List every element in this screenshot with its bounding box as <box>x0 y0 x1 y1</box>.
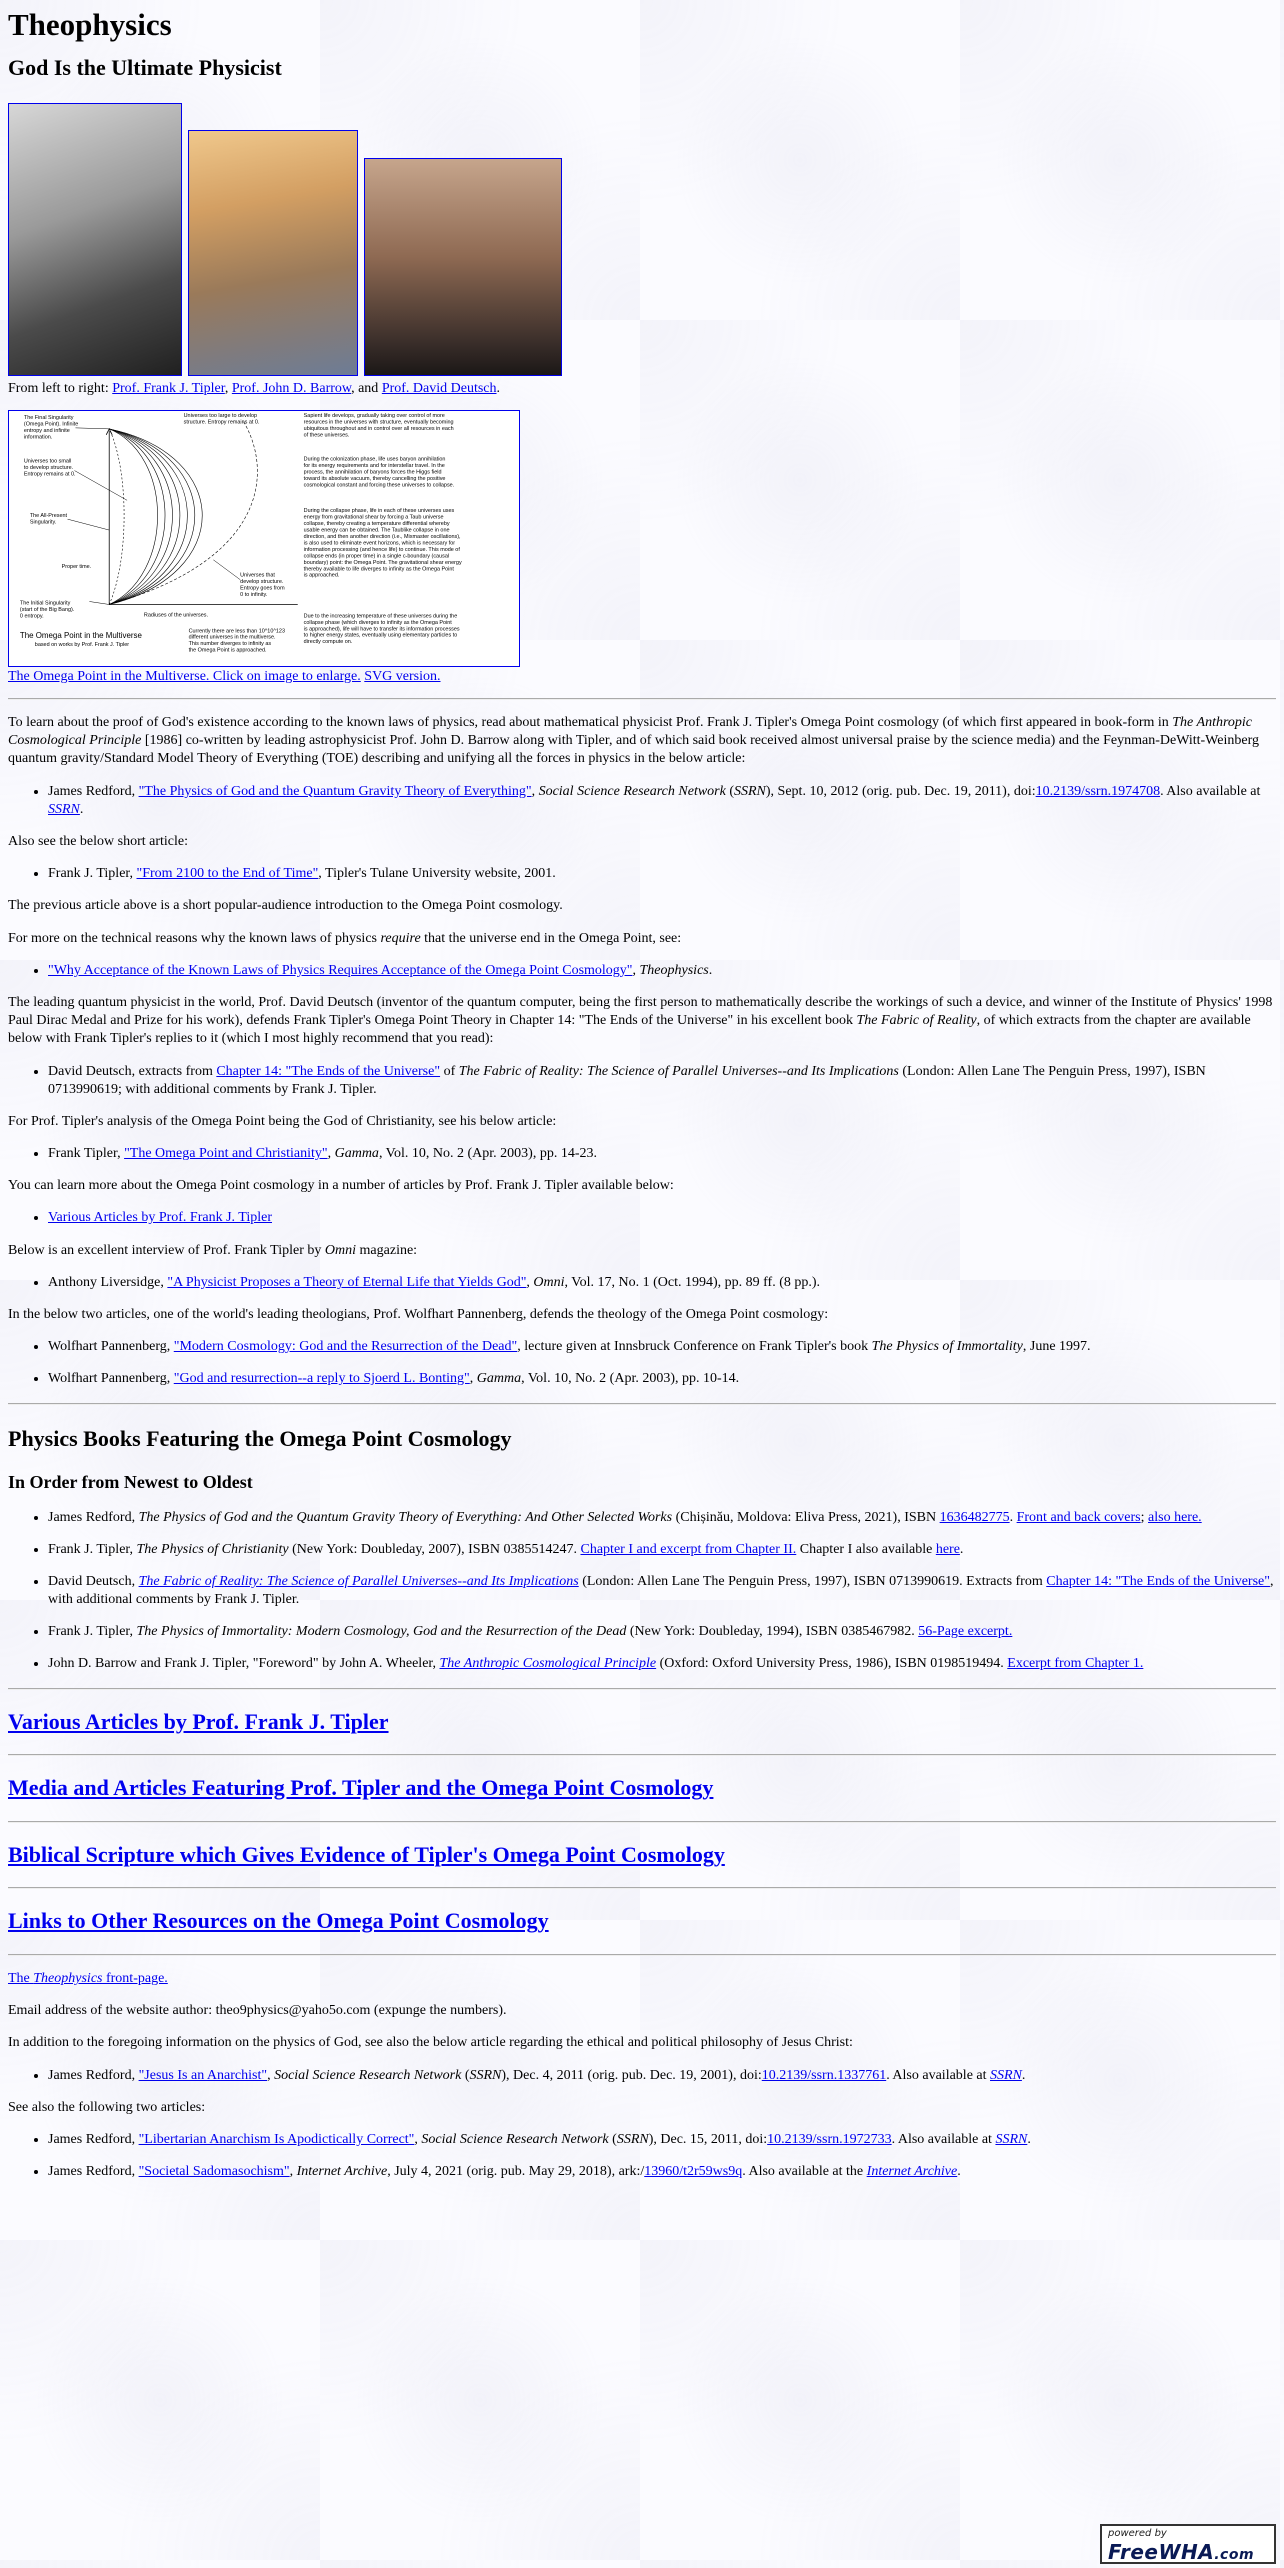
journal-abbr: SSRN <box>616 2131 649 2147</box>
book-title: The Physics of Christianity <box>136 1541 289 1557</box>
link-from-2100[interactable]: "From 2100 to the End of Time" <box>136 866 319 882</box>
divider <box>8 1403 1276 1405</box>
magazine: Omni <box>324 1242 357 1258</box>
list-item <box>48 865 1276 883</box>
section-heading-resources <box>8 1907 1276 1936</box>
text: For more on the technical reasons why the known laws of physics <box>8 930 381 946</box>
text: , <box>632 962 640 978</box>
link-omega-christianity[interactable]: "The Omega Point and Christianity" <box>124 1146 328 1162</box>
label-para-3: During the collapse phase, life in each of these universes uses energy from gravitational shear by forcing a Taub universe collapse, thereby creating a temperature differential whereby usable energy can be obtained. The Taublike collapse in one direction, and then another direction (i.e., Mixmaster oscillations), is also used to eliminate event horizons, which is necessary for information processing (and hence life) to continue. This mode of collapse ends (in proper time) in a single c-boundary (causal boundary) point: the Omega Point. The gravitational shear energy thereby available to life diverges to infinity as the Omega Point is approached. <box>303 508 462 579</box>
book-title: The Physics of Immortality <box>871 1339 1023 1355</box>
list-item <box>48 1145 1276 1163</box>
intro-paragraph <box>8 714 1276 769</box>
list-item <box>48 1338 1276 1356</box>
link-various-articles[interactable]: Various Articles by Prof. Frank J. Tipler <box>48 1210 272 1226</box>
paragraph: You can learn more about the Omega Point cosmology in a number of articles by Prof. Frank J. Tipler available below: <box>8 1178 674 1194</box>
book-item <box>48 1573 1276 1609</box>
text: , Tipler's Tulane University website, 2001. <box>318 866 556 882</box>
paragraph <box>8 1242 1276 1260</box>
emphasis: require <box>380 930 421 946</box>
reading-list <box>8 1338 1276 1388</box>
text: David Deutsch, extracts from <box>48 1063 217 1079</box>
reading-list <box>8 2067 1276 2085</box>
author: James Redford, <box>48 1509 139 1525</box>
text: . <box>959 1541 964 1557</box>
link-resources-section[interactable]: Links to Other Resources on the Omega Point Cosmology <box>8 1908 549 1934</box>
text: , <box>289 2164 297 2180</box>
author: James Redford, <box>48 783 139 799</box>
text: , lecture given at Innsbruck Conference on Frank Tipler's book <box>517 1339 872 1355</box>
freewha-logo: FreeWHA.com <box>1108 2540 1255 2564</box>
link-anthropic-principle[interactable]: The Anthropic Cosmological Principle <box>439 1656 657 1672</box>
text: ), Dec. 4, 2011 (orig. pub. Dec. 19, 2001), doi: <box>501 2067 762 2083</box>
link-ssrn[interactable]: SSRN <box>990 2067 1022 2083</box>
diagram-universe-curves <box>109 421 257 605</box>
link-svg-version[interactable]: SVG version. <box>364 668 441 684</box>
diagram-title: The Omega Point in the Multiverse <box>19 631 142 641</box>
front-page-line <box>8 1970 1276 1988</box>
journal: Gamma <box>476 1371 522 1387</box>
reading-list <box>8 1145 1276 1163</box>
omega-point-diagram[interactable] <box>8 410 520 667</box>
divider <box>8 1688 1276 1690</box>
caption-sep: , <box>224 380 232 396</box>
reading-list <box>8 1209 1276 1227</box>
label-para-4: Due to the increasing temperature of these universes during the collapse phase (which diverges to infinity as the Omega Point is approached), life will have to transfer its information processes to higher energy states, eventually using elementary particles to directly compute on. <box>303 613 460 646</box>
text: (Oxford: Oxford University Press, 1986), ISBN 0198519494. <box>656 1656 1008 1672</box>
author-email: Email address of the website author: theo9physics@yaho5o.com (expunge the numbers). <box>8 2003 507 2019</box>
books-list <box>8 1509 1276 1674</box>
paragraph: Also see the below short article: <box>8 834 189 849</box>
text: . <box>957 2164 961 2180</box>
link-doi[interactable]: 10.2139/ssrn.1972733 <box>767 2131 892 2147</box>
label-develop: Universes that develop structure. Entropy goes from 0 to infinity. <box>240 572 285 598</box>
label-too-large: Universes too large to develop structure. Entropy remains at 0. <box>183 412 260 426</box>
link-ssrn[interactable]: SSRN <box>48 801 80 817</box>
text: of <box>440 1063 459 1079</box>
link-societal-sadomasochism[interactable]: "Societal Sadomasochism" <box>138 2164 290 2180</box>
journal-abbr: SSRN <box>734 783 766 799</box>
link-isbn[interactable]: 1636482775 <box>939 1509 1010 1525</box>
author: James Redford, <box>48 2164 139 2180</box>
powered-by-badge[interactable] <box>1100 2524 1276 2564</box>
photo-frank-tipler[interactable] <box>8 103 182 376</box>
author: Frank Tipler, <box>48 1146 125 1162</box>
link-covers[interactable]: Front and back covers <box>1016 1509 1141 1525</box>
link-various-articles-section[interactable]: Various Articles by Prof. Frank J. Tipler <box>8 1708 389 1734</box>
author: James Redford, <box>48 2067 139 2083</box>
link-god-and-resurrection[interactable]: "God and resurrection--a reply to Sjoerd L. Bonting" <box>173 1371 470 1387</box>
paragraph: See also the following two articles: <box>8 2099 206 2115</box>
label-final-singularity: The Final Singularity (Omega Point). Infinite entropy and infinite information. <box>23 414 79 441</box>
text: . Also available at the <box>742 2164 867 2180</box>
section-heading-various-articles <box>8 1708 1276 1737</box>
label-initial-singularity: The Initial Singularity (start of the Big Bang). 0 entropy. <box>19 600 75 620</box>
link-libertarian-anarchism[interactable]: "Libertarian Anarchism Is Apodictically Correct" <box>138 2131 415 2147</box>
text: ), Dec. 15, 2011, doi: <box>648 2131 768 2147</box>
link-front-page[interactable]: The Theophysics front-page. <box>8 1971 168 1987</box>
text: Below is an excellent interview of Prof. Frank Tipler by <box>8 1242 325 1258</box>
photo-david-deutsch[interactable] <box>364 158 562 376</box>
text: . Also available at <box>886 2067 991 2083</box>
site-name: Theophysics <box>639 962 709 978</box>
caption-end: . <box>496 380 501 396</box>
book-title: The Fabric of Reality <box>856 1013 977 1029</box>
caption-sep: , and <box>351 380 382 396</box>
text: , Vol. 17, No. 1 (Oct. 1994), pp. 89 ff. (8 pp.). <box>564 1274 821 1290</box>
link-chapter-14[interactable]: Chapter 14: "The Ends of the Universe" <box>1046 1573 1270 1589</box>
reading-list <box>8 865 1276 883</box>
text: . Also available at <box>891 2131 996 2147</box>
magazine: Omni <box>533 1274 565 1290</box>
paragraph: In addition to the foregoing information on the physics of God, see also the below article regarding the ethical and political philosophy of Jesus Christ: <box>8 2035 853 2051</box>
author: John D. Barrow and Frank J. Tipler, "Foreword" by John A. Wheeler, <box>48 1656 440 1672</box>
photo-row <box>8 103 1276 376</box>
link-56-page-excerpt[interactable]: 56-Page excerpt. <box>918 1624 1013 1640</box>
link-chapter-14[interactable]: Chapter 14: "The Ends of the Universe" <box>216 1063 441 1079</box>
list-item <box>48 1274 1276 1292</box>
author: Wolfhart Pannenberg, <box>48 1371 174 1387</box>
book-item <box>48 1655 1276 1673</box>
book-item <box>48 1509 1276 1527</box>
author: David Deutsch, <box>48 1573 139 1589</box>
journal: Social Science Research Network <box>538 783 726 799</box>
text: . <box>1009 1509 1017 1525</box>
link-scripture-section[interactable]: Biblical Scripture which Gives Evidence of Tipler's Omega Point Cosmology <box>8 1841 725 1867</box>
divider <box>8 1821 1276 1823</box>
list-item <box>48 783 1276 819</box>
text: To learn about the proof of God's existence according to the known laws of physics, read about mathematical physicist Prof. Frank J. Tipler's Omega Point cosmology (of which first appeared in book-form in <box>8 715 1173 731</box>
link-fabric-of-reality[interactable]: The Fabric of Reality: The Science of Parallel Universes--and Its Implications <box>138 1573 579 1589</box>
link-ssrn[interactable]: SSRN <box>995 2131 1028 2147</box>
book-item <box>48 1623 1276 1641</box>
text: , Vol. 10, No. 2 (Apr. 2003), pp. 14-23. <box>378 1146 597 1162</box>
text: , July 4, 2021 (orig. pub. May 29, 2018), ark:/ <box>387 2164 645 2180</box>
paragraph <box>8 930 1276 948</box>
label-too-small: Universes too small to develop structure. Entropy remains at 0. <box>23 458 76 478</box>
photo-john-barrow[interactable] <box>188 130 358 376</box>
link-internet-archive[interactable]: Internet Archive <box>866 2164 958 2180</box>
label-radiuses: Radiuses of the universes. <box>143 612 209 619</box>
books-subheading: In Order from Newest to Oldest <box>8 1472 253 1493</box>
text: that the universe end in the Omega Point, see: <box>420 930 682 946</box>
link-why-acceptance[interactable]: "Why Acceptance of the Known Laws of Physics Requires Acceptance of the Omega Point Cosmology" <box>48 962 633 978</box>
link-jesus-anarchist[interactable]: "Jesus Is an Anarchist" <box>138 2067 268 2083</box>
text: , <box>327 1146 335 1162</box>
text: , Vol. 10, No. 2 (Apr. 2003), pp. 10-14. <box>521 1371 740 1387</box>
text: ; <box>1140 1509 1149 1525</box>
text: , <box>526 1274 534 1290</box>
text: , <box>414 2131 422 2147</box>
site-title: Theophysics <box>8 7 172 42</box>
journal: Social Science Research Network <box>274 2067 462 2083</box>
divider <box>8 1754 1276 1756</box>
text: . <box>79 801 84 817</box>
caption-prefix: From left to right: <box>8 380 113 396</box>
author: Anthony Liversidge, <box>48 1274 168 1290</box>
archive-name: Internet Archive <box>296 2164 388 2180</box>
label-proper-time: Proper time. <box>61 563 92 570</box>
text: . Also available at <box>1160 783 1261 799</box>
list-item <box>48 1209 1276 1227</box>
divider <box>8 1954 1276 1956</box>
link-frank-tipler[interactable]: Prof. Frank J. Tipler <box>112 380 225 396</box>
link-doi[interactable]: 10.2139/ssrn.1974708 <box>1035 783 1161 799</box>
photo-caption <box>8 380 1276 398</box>
list-item <box>48 2163 1276 2181</box>
reading-list <box>8 783 1276 819</box>
text: . <box>1021 2067 1026 2083</box>
text: magazine: <box>356 1242 418 1258</box>
text: (London: Allen Lane The Penguin Press, 1997), ISBN 0713990619; with additional comments by Frank J. Tipler. <box>48 1063 1206 1097</box>
text: (New York: Doubleday, 1994), ISBN 0385467982. <box>626 1624 919 1640</box>
text: , with additional comments by Frank J. Tipler. <box>48 1573 1274 1608</box>
divider <box>8 1887 1276 1889</box>
label-currently: Currently there are less than 10^10^123 different universes in the multiverse. This number diverges to infinity as the Omega Point is approached. <box>188 628 285 654</box>
text: The leading quantum physicist in the world, Prof. David Deutsch (inventor of the quantum computer, being the first person to mathematically describe the workings of such a device, and winner of the Institute of Physics' 1998 Paul Dirac Medal and Prize for his work), defends Frank Tipler's Omega Point Theory in Chapter 14: "The Ends of the Universe" in his excellent book <box>8 994 1273 1029</box>
link-also-here[interactable]: also here. <box>1148 1509 1202 1525</box>
journal: Gamma <box>334 1146 379 1162</box>
book-title: The Physics of God and the Quantum Gravity Theory of Everything: And Other Selected Works <box>138 1509 673 1525</box>
text: ( <box>461 2067 470 2083</box>
section-heading-media <box>8 1774 1276 1803</box>
link-chapter-i[interactable]: Chapter I and excerpt from Chapter II. <box>580 1541 797 1557</box>
text: ), Sept. 10, 2012 (orig. pub. Dec. 19, 2011), doi: <box>765 783 1036 799</box>
powered-by-label: powered by <box>1108 2528 1167 2539</box>
link-excerpt-chapter-1[interactable]: Excerpt from Chapter 1. <box>1007 1656 1144 1672</box>
journal: Social Science Research Network <box>421 2131 609 2147</box>
link-david-deutsch[interactable]: Prof. David Deutsch <box>381 380 497 396</box>
list-item <box>48 962 1276 980</box>
link-physics-of-god[interactable]: "The Physics of God and the Quantum Gravity Theory of Everything" <box>138 783 532 799</box>
book-title: The Anthropic Cosmological Principle <box>8 715 1252 749</box>
link-media-section[interactable]: Media and Articles Featuring Prof. Tipler and the Omega Point Cosmology <box>8 1775 714 1801</box>
label-para-1: Sapient life develops, gradually taking over control of more resources in the universes with structure, eventually becoming ubiquitous throughout and in control over all resources in each of these universes. <box>303 412 454 439</box>
text: ( <box>725 783 734 799</box>
link-doi[interactable]: 10.2139/ssrn.1337761 <box>761 2067 887 2083</box>
author: Frank J. Tipler, <box>48 1624 137 1640</box>
author: Frank J. Tipler, <box>48 1541 137 1557</box>
text: [1986] co-written by leading astrophysicist Prof. John D. Barrow along with Tipler, and of which said book received almost universal praise by the science media) and the Feynman-DeWitt-Weinberg quantum gravity/Standard Model Theory of Everything (TOE) describing and unifying all the forces in physics in the below article: <box>8 733 1259 767</box>
text: . <box>1027 2131 1031 2147</box>
diagram-credit: based on works by Prof. Frank J. Tipler <box>34 642 130 649</box>
paragraph: For Prof. Tipler's analysis of the Omega Point being the God of Christianity, see his below article: <box>8 1113 557 1129</box>
list-item <box>48 2067 1276 2085</box>
book-title: The Physics of Immortality: Modern Cosmology, God and the Resurrection of the Dead <box>136 1624 627 1640</box>
link-modern-cosmology[interactable]: "Modern Cosmology: God and the Resurrection of the Dead" <box>173 1339 518 1355</box>
list-item <box>48 1063 1276 1099</box>
paragraph <box>8 994 1276 1049</box>
label-all-present: The All-Present Singularity. <box>29 513 68 526</box>
diagram-caption <box>8 668 1276 686</box>
paragraph: In the below two articles, one of the world's leading theologians, Prof. Wolfhart Pannenberg, defends the theology of the Omega Point cosmology: <box>8 1307 829 1322</box>
text: . <box>708 962 713 978</box>
text: , of which extracts from the chapter are available below with Frank Tipler's replies to it (which I most highly recommend that you read): <box>8 1013 1251 1047</box>
link-ark[interactable]: 13960/t2r59ws9q <box>644 2164 743 2180</box>
author: James Redford, <box>48 2131 139 2147</box>
link-omega-point-multiverse[interactable]: The Omega Point in the Multiverse. Click on image to enlarge. <box>8 668 361 684</box>
book-title: The Fabric of Reality: The Science of Parallel Universes--and Its Implications <box>458 1063 899 1079</box>
author: Frank J. Tipler, <box>48 866 137 882</box>
label-para-2: During the colonization phase, life uses baryon annihilation for its energy requirements and for interstellar travel. In the process, the annihilation of baryons forces the Higgs field toward its absolute vacuum, thereby cancelling the positive cosmological constant and forcing these universes to collapse. <box>303 456 455 489</box>
text: (Chișinău, Moldova: Eliva Press, 2021), ISBN <box>672 1509 940 1525</box>
text: Chapter I also available <box>796 1541 936 1557</box>
author: Wolfhart Pannenberg, <box>48 1339 174 1355</box>
reading-list <box>8 962 1276 980</box>
text: ( <box>608 2131 617 2147</box>
reading-list <box>8 1274 1276 1292</box>
link-here[interactable]: here <box>935 1541 960 1557</box>
paragraph: The previous article above is a short popular-audience introduction to the Omega Point cosmology. <box>8 898 563 914</box>
books-heading: Physics Books Featuring the Omega Point Cosmology <box>8 1425 512 1451</box>
text: , <box>267 2067 275 2083</box>
text: (New York: Doubleday, 2007), ISBN 0385514247. <box>288 1541 581 1557</box>
text: , June 1997. <box>1022 1339 1091 1355</box>
link-john-barrow[interactable]: Prof. John D. Barrow <box>231 380 352 396</box>
site-tagline: God Is the Ultimate Physicist <box>8 55 282 81</box>
section-heading-scripture <box>8 1841 1276 1870</box>
book-item <box>48 1541 1276 1559</box>
list-item <box>48 1370 1276 1388</box>
text: , <box>531 783 539 799</box>
reading-list <box>8 2131 1276 2181</box>
reading-list <box>8 1063 1276 1099</box>
text: (London: Allen Lane The Penguin Press, 1997), ISBN 0713990619. Extracts from <box>578 1573 1047 1589</box>
link-omni-interview[interactable]: "A Physicist Proposes a Theory of Eternal Life that Yields God" <box>167 1274 527 1290</box>
journal-abbr: SSRN <box>469 2067 502 2083</box>
list-item <box>48 2131 1276 2149</box>
divider <box>8 698 1276 700</box>
text: , <box>469 1371 477 1387</box>
